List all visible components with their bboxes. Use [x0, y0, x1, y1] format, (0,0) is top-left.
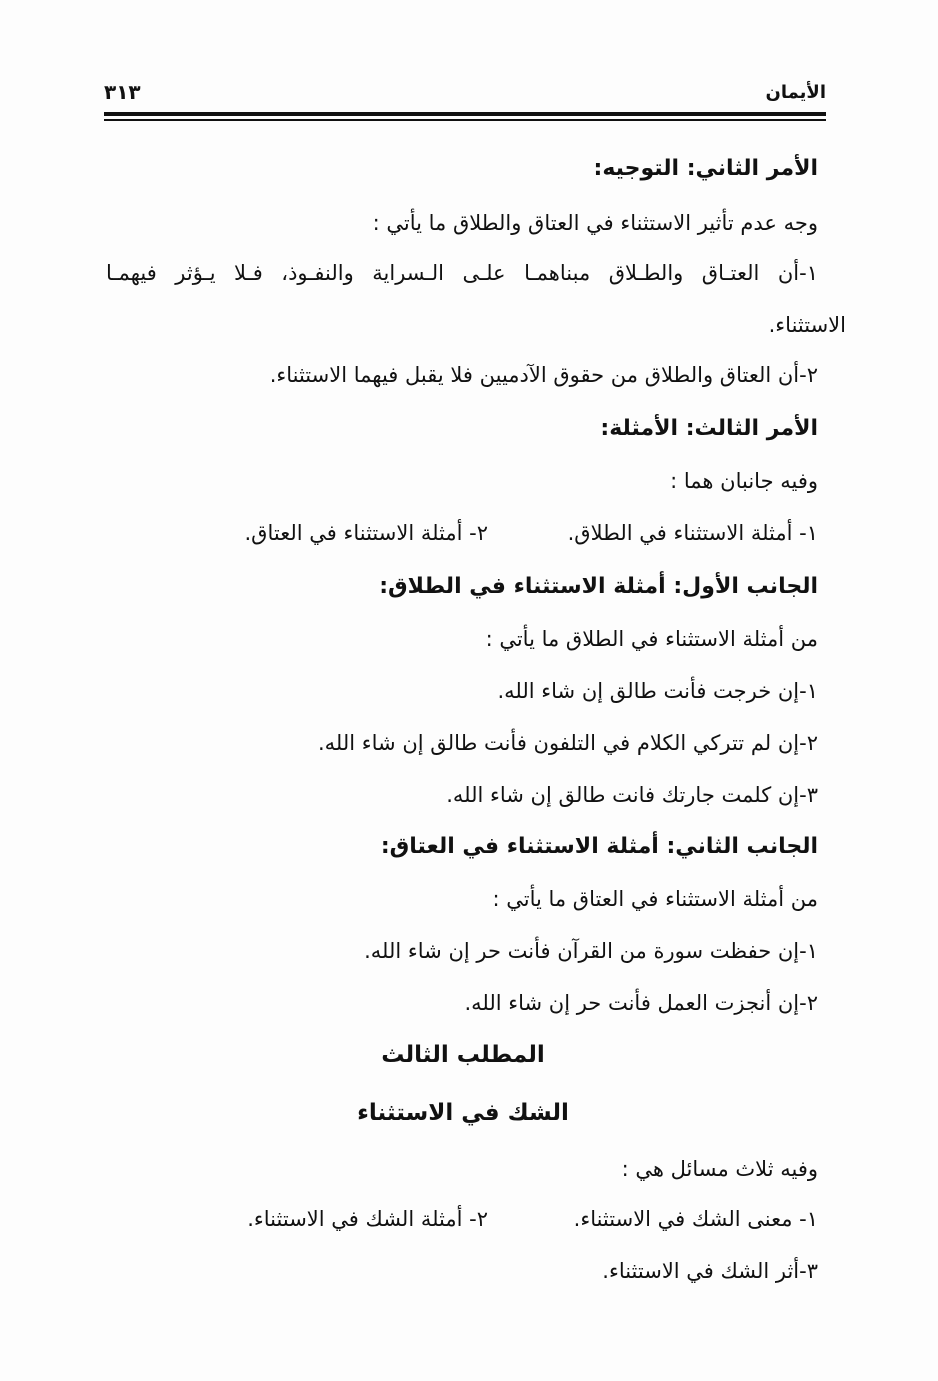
- list-item-side2: ٢- أمثلة الاستثناء في العتاق.: [244, 521, 488, 545]
- paragraph-three-issues: وفيه ثلاث مسائل هي :: [621, 1157, 818, 1181]
- paragraph-side1-example2: ٢-إن لم تتركي الكلام في التلفون فأنت طالق إن شاء الله.: [317, 731, 818, 755]
- paragraph-side1-intro: من أمثلة الاستثناء في الطلاق ما يأتي :: [485, 627, 818, 651]
- paragraph-side1-example3: ٣-إن كلمت جارتك فانت طالق إن شاء الله.: [446, 783, 818, 807]
- heading-side2: الجانب الثاني: أمثلة الاستثناء في العتاق:: [380, 834, 818, 859]
- paragraph-reason1-line1: ١-أن العتـاق والطـلاق مبناهمـا علـى الـسراية والنفـوذ، فـلا يـؤثر فيهمـا: [106, 261, 818, 285]
- page-header: [104, 76, 826, 116]
- running-title: الأيمان: [765, 82, 826, 103]
- page-number: ٣١٣: [104, 80, 141, 104]
- paragraph-side2-example2: ٢-إن أنجزت العمل فأنت حر إن شاء الله.: [464, 991, 818, 1015]
- list-item-issue1: ١- معنى الشك في الاستثناء.: [573, 1207, 818, 1231]
- paragraph-reason1-line2: الاستثناء.: [768, 313, 846, 337]
- paragraph-reason-intro: وجه عدم تأثير الاستثناء في العتاق والطلاق ما يأتي :: [372, 211, 818, 235]
- paragraph-two-sides: وفيه جانبان هما :: [670, 469, 818, 493]
- heading-side1: الجانب الأول: أمثلة الاستثناء في الطلاق:: [379, 574, 818, 599]
- header-rule-thick: [104, 112, 826, 116]
- heading-third-matter: الأمر الثالث: الأمثلة:: [600, 416, 818, 441]
- section-title: الشك في الاستثناء: [357, 1100, 569, 1126]
- list-item-side1: ١- أمثلة الاستثناء في الطلاق.: [567, 521, 818, 545]
- paragraph-side2-intro: من أمثلة الاستثناء في العتاق ما يأتي :: [492, 887, 818, 911]
- list-two-sides: [198, 520, 818, 546]
- paragraph-side2-example1: ١-إن حفظت سورة من القرآن فأنت حر إن شاء الله.: [364, 939, 818, 963]
- header-rule-thin: [104, 119, 826, 121]
- list-item-issue2: ٢- أمثلة الشك في الاستثناء.: [247, 1207, 488, 1231]
- paragraph-issue3: ٣-أثر الشك في الاستثناء.: [602, 1259, 818, 1283]
- heading-second-matter: الأمر الثاني: التوجيه:: [593, 156, 818, 181]
- section-heading: المطلب الثالث: [381, 1042, 545, 1068]
- list-issues: [198, 1206, 818, 1232]
- paragraph-reason2: ٢-أن العتاق والطلاق من حقوق الآدميين فلا يقبل فيهما الاستثناء.: [269, 363, 818, 387]
- paragraph-side1-example1: ١-إن خرجت فأنت طالق إن شاء الله.: [497, 679, 818, 703]
